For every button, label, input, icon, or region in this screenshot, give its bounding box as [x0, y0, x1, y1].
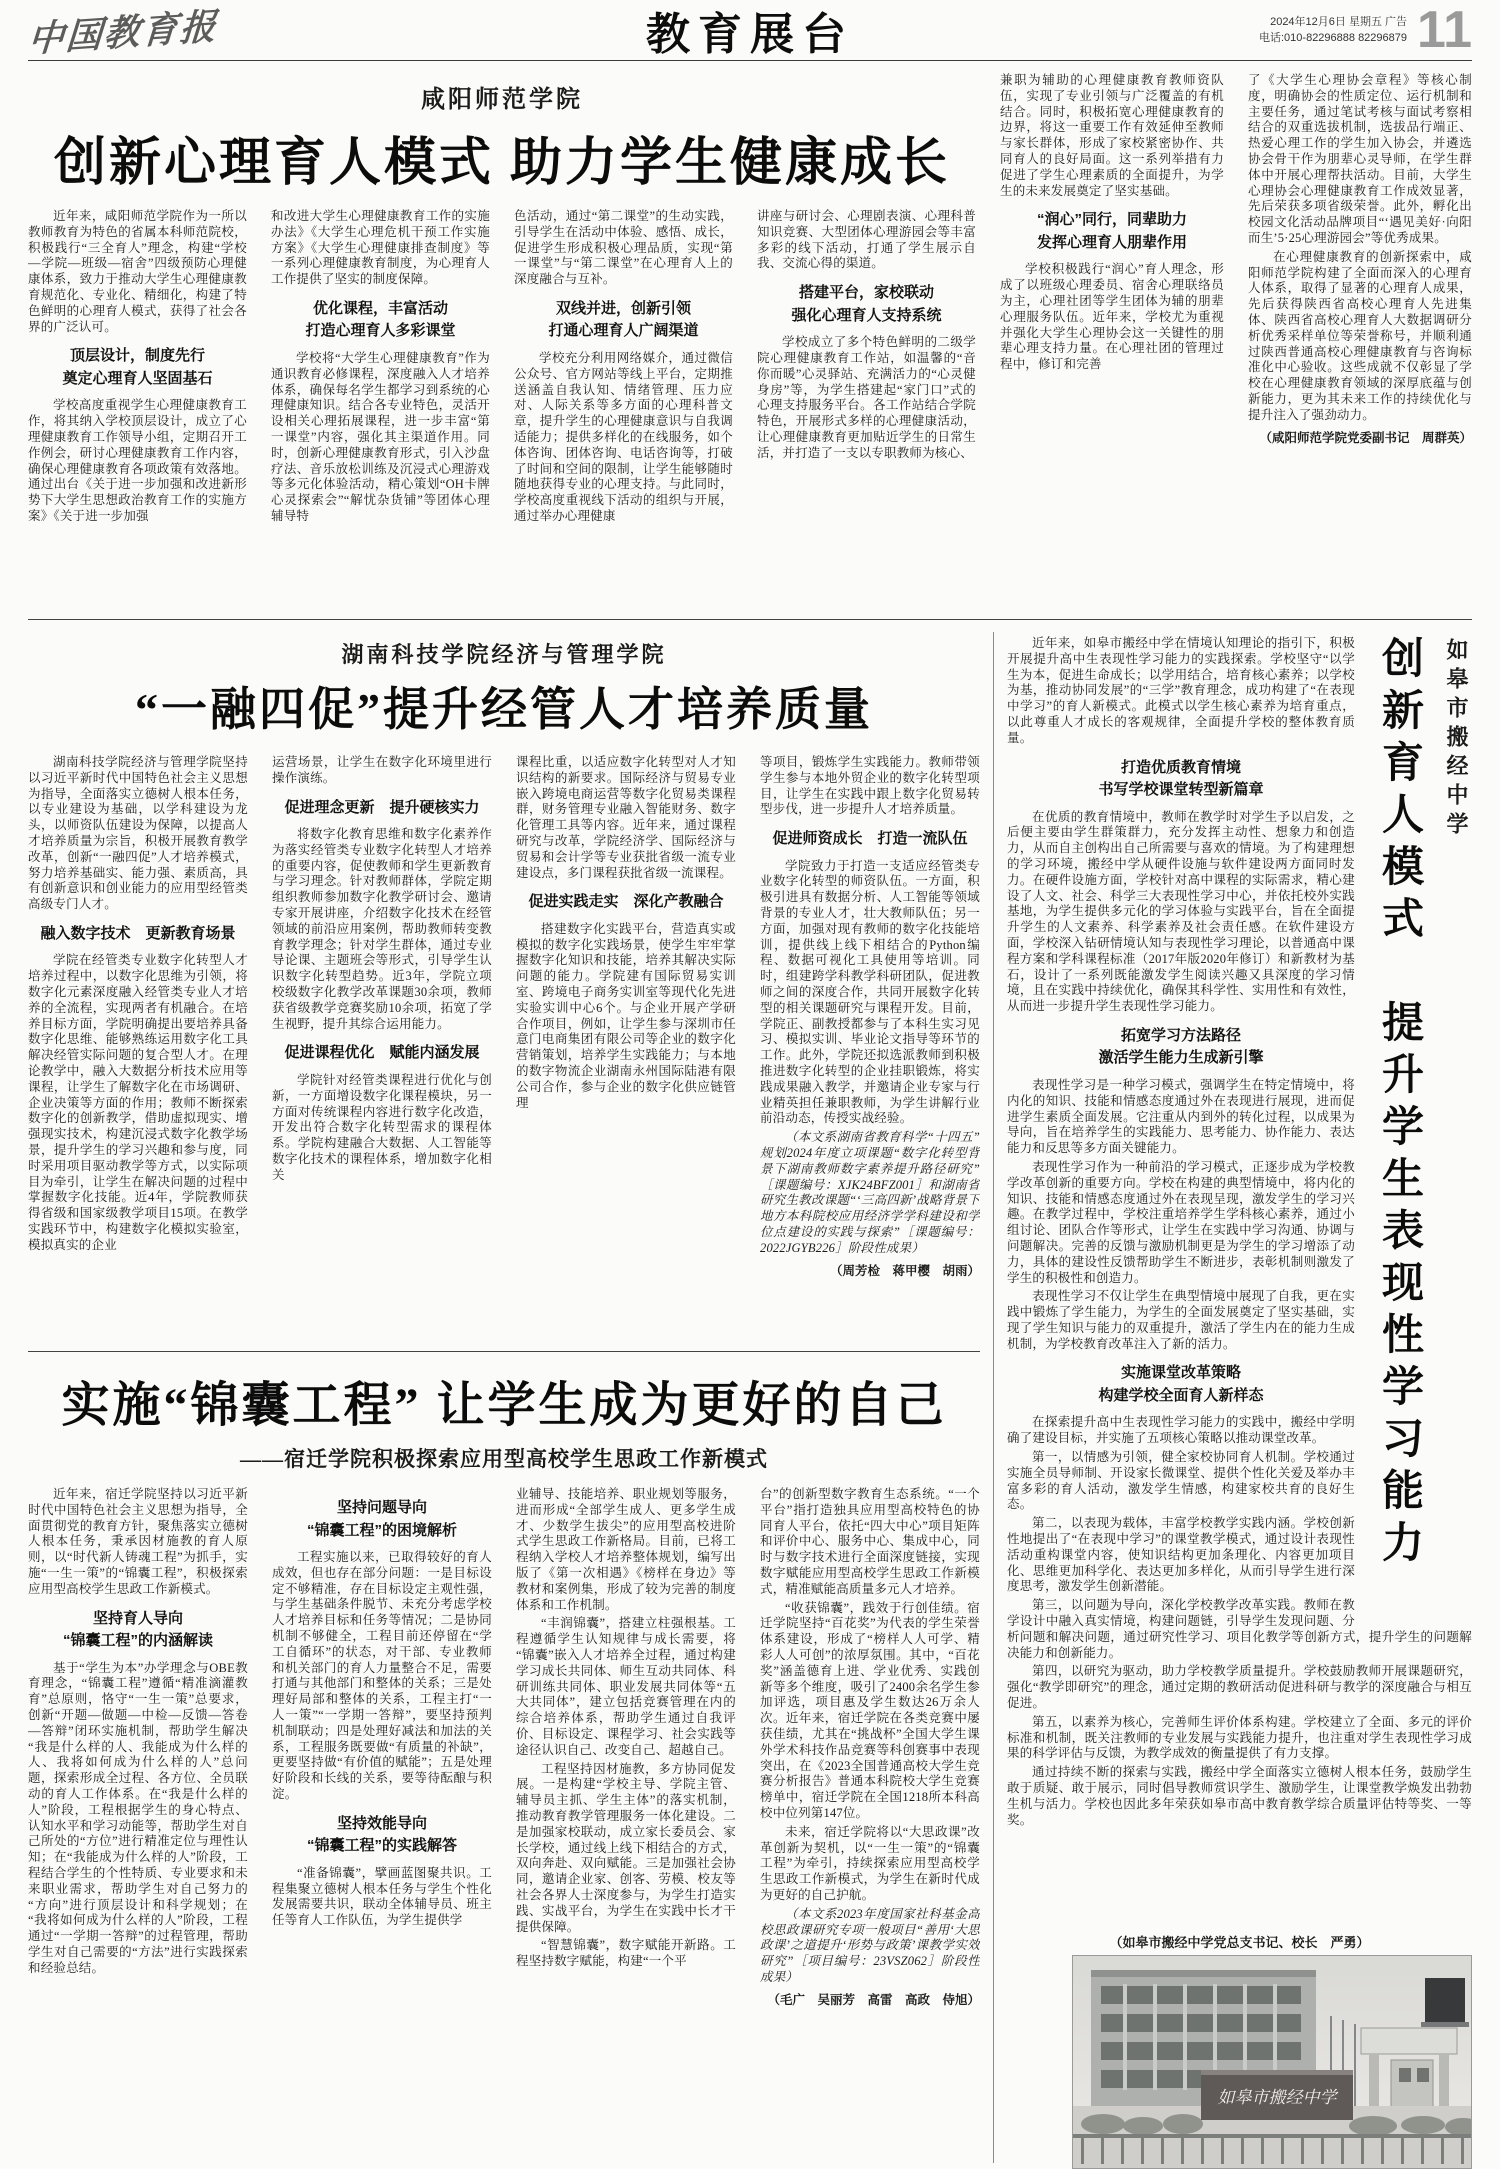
paragraph: 学校成立了多个特色鲜明的二级学院心理健康教育工作站，如温馨的“音你而暖”心灵驿站、充满活力的“心灵健身房”等，为学生搭建起“家门口”式的心理支持服务平台。各工作站结合学院特色，开展形式多样的心理健康活动，让心理健康教育更加贴近学生的日常生活，并打造了一支以专职教师为核心、 [757, 335, 976, 460]
article-rugao-body [1007, 636, 1472, 1924]
paragraph: 兼职为辅助的心理健康教育教师资队伍，实现了专业引领与广泛覆盖的有机结合。同时，积极拓宽心理健康教育的边界，将这一重要工作有效延伸至教师与家长群体，形成了家校紧密协作、共同育人的良好局面。这一系列举措有力促进了学生心理素质的全面提升，为学生的未来发展奠定了坚实基础。 [1000, 73, 1224, 198]
article-suqian-subtitle: ——宿迁学院积极探索应用型高校学生思政工作新模式 [240, 1447, 768, 1471]
paragraph: 学校将“大学生心理健康教育”作为通识教育必修课程，深度融入人才培养体系，确保每名学生都学习到系统的心理健康知识。结合各专业特色，灵活开设相关心理拓展课程，进一步丰富“第一课堂”内容，强化其主渠道作用。同时，创新心理健康教育形式，引入沙盘疗法、音乐放松训练及沉浸式心理游戏等多元化体验活动，精心策划“OH卡牌心灵探索会”“解忧杂货铺”等团体心理辅导特 [271, 350, 490, 523]
header-meta [1259, 14, 1407, 47]
paragraph: 学院致力于打造一支适应经管类专业数字化转型的师资队伍。一方面，积极引进具有数据分析、人工智能等领域背景的专业人才，壮大教师队伍；另一方面，加强对现有教师的数字化技能培训，提供线上线下相结合的Python编程、数据可视化工具使用等培训。同时，组建跨学科教学科研团队，促进教师之间的深度合作，共同开展数字化转型的相关课题研究与课程开发。目前，学院正、副教授都参与了本科生实习见习、模拟实训、毕业论文指导等环节的工作。此外，学院还拟选派教师到积极推进数字化转型的企业挂职锻炼，将实践成果融入教学，并邀请企业专家与行业精英担任兼职教师，为学生讲解行业前沿动态，传授实战经验。 [760, 858, 980, 1126]
section-subhead: “润心”同行，同辈助力 发挥心理育人朋辈作用 [1036, 211, 1187, 251]
article-column [272, 755, 492, 1341]
phone-line: 电话:010-82296888 82296879 [1259, 32, 1408, 44]
section-subhead: 双线并进，创新引领 打通心理育人广阔渠道 [548, 299, 699, 340]
date-line: 2024年12月6日 星期五 广告 [1270, 15, 1408, 28]
article-suqian-headline: 实施“锦囊工程” 让学生成为更好的自己 [61, 1379, 947, 1432]
paragraph: 在心理健康教育的创新探索中，咸阳师范学院构建了全面而深入的心理育人体系，取得了显著的心理育人成果，先后获得陕西省高校心理育人先进集体、陕西省高校心理育人大数据调研分析优秀采样单位等荣誉称号，并顺利通过陕西普通高校心理健康教育与咨询标准化中心验收。这些成就不仅彰显了学校在心理健康教育领域的深厚底蕴与创新能力，更为其未来工作的持续优化与提升注入了强劲动力。 [1248, 249, 1472, 422]
paragraph: 了《大学生心理协会章程》等核心制度，明确协会的性质定位、运行机制和主要任务，通过笔试考核与面试考察相结合的双重选拔机制，选拔品行端正、热爱心理工作的学生加入协会，并遴选协会骨干作为朋辈心灵导师，在学生群体中开展心理帮扶活动。目前，大学生心理协会心理健康教育工作成效显著，先后荣获多项省级荣誉。此外，孵化出校园文化活动品牌项目“‘遇见美好·向阳而生’5·25心理游园会”等优秀成果。 [1248, 73, 1472, 245]
section-divider [28, 1351, 980, 1352]
section-subhead: 坚持问题导向 “锦囊工程”的困境解析 [306, 1499, 457, 1539]
fund-note: （本文系湖南省教育科学“十四五”规划2024年度立项课题“数字化转型背景下湖南教师数字素养提升路径研究”［课题编号：XJK24BFZ001］和湖南省研究生教改课题“‘三高四新’战略背景下地方本科院校应用经济学学科建设和学位点建设的实践与探索”［课题编号：2022JGYB226］阶段性成果） [760, 1130, 980, 1255]
paragraph: 学校高度重视学生心理健康教育工作，将其纳入学校顶层设计，成立了心理健康教育工作领导小组，定期召开工作例会，研讨心理健康教育工作内容，确保心理健康教育各项政策有效落地。通过出台《关于进一步加强和改进新形势下大学生思想政治教育工作的实施方案》《关于进一步加强 [28, 398, 247, 523]
article-hunan-columns [28, 755, 980, 1341]
photo-caption: （如皋市搬经中学党总支书记、校长 严勇） [1109, 1935, 1370, 1950]
paragraph: “丰润锦囊”，搭建立柱强根基。工程遵循学生认知规律与成长需要，将“锦囊”嵌入人才培养全过程，通过构建学习成长共同体、师生互动共同体、科研训练共同体、职业发展共同体等“五大共同体”，建立包括竞赛管理在内的综合培养体系，帮助学生通过自我评价、目标设定、课程学习、社会实践等途径认识自己、改变自己、超越自己。 [516, 1616, 736, 1757]
section-subhead: 坚持育人导向 “锦囊工程”的内涵解读 [62, 1609, 213, 1650]
paragraph: 工程实施以来，已取得较好的育人成效，但也存在部分问题：一是目标设定不够精准，存在目标设定主观性强，与学生基础条件脱节、未充分考虑学校人才培养目标和任务等情况；二是协同机制不够健全，工程目前还停留在“学工自循环”的状态，对干部、专业教师和机关部门的育人力量整合不足，需要打通与其他部门和整体的关系；三是处理好局部和整体的关系，工程主打“一人一策”“一学期一答辩”，要坚持预判机制联动；四是处理好减法和加法的关系，工程服务既要做“有质量的补缺”，更要坚持做“有价值的赋能”；五是处理好阶段和长线的关系，要等待酝酿与积淀。 [272, 1550, 492, 1801]
article-xianyang-headline: 创新心理育人模式 助力学生健康成长 [53, 135, 950, 192]
paragraph: 台”的创新型数字教育生态系统。“一个平台”指打造独具应用型高校特色的协同育人平台，依托“四大中心”项目矩阵和评价中心、服务中心、集成中心，同时与数字技术进行全面深度链接，实现数字赋能应用型高校学生思政工作新模式，精准赋能高质量多元人才培养。 [760, 1487, 980, 1596]
paragraph: 第五，以素养为核心，完善师生评价体系构建。学校建立了全面、多元的评价标准和机制，既关注教师的专业发展与实践能力提升，也注重对学生表现性学习成果的科学评估与反馈，为教学成效的衡量提供了有力支撑。 [1007, 1714, 1472, 1761]
campus-photo [1072, 1955, 1472, 2169]
section-subhead: 促进师资成长 打造一流队伍 [772, 830, 968, 848]
paragraph: 讲座与研讨会、心理剧表演、心理科普知识竞赛、大型团体心理游园会等丰富多彩的线下活动，打通了学生展示自我、交流心得的渠道。 [757, 209, 976, 271]
paragraph: 未来，宿迁学院将以“大思政课”改革创新为契机，以“一生一策”的“锦囊工程”为牵引，持续探索应用型高校学生思政工作新模式，为学生在新时代成为更好的自己护航。 [760, 1824, 980, 1902]
paragraph: 和改进大学生心理健康教育工作的实施办法》《大学生心理危机干预工作实施方案》《大学生心理健康排查制度》等一系列心理健康教育制度，为心理育人工作提供了坚实的制度保障。 [271, 209, 490, 287]
paragraph: 在优质的教育情境中，教师在教学时对学生予以启发，之后便主要由学生群策群力，充分发挥主动性、想象力和创造力，从而自主创构出自己所需要与喜欢的情境。为了构建理想的学习环境，搬经中学从硬件设施与软件建设两方面同时发力。在硬件设施方面，学校针对高中课程的实际需求，精心建设了人文、社会、科学三大表现性学习中心，并依托校外实践基地，为学生提供多元化的学习体验与实践平台，旨在全面提升学生的人文素养、科学素养及社会责任感。在软件建设方面，学校深入钻研情境认知与表现性学习理论，以普通高中课程方案和学科课程标准（2017年版2020年修订）和新教材为基石，设计了一系列既能激发学生阅读兴趣又具深度的学习情境，且在实践中持续优化，确保其科学性、实用性和有效性，从而进一步提升学生表现性学习能力。 [1007, 809, 1355, 1014]
section-subhead: 促进理念更新 提升硬核实力 [284, 798, 480, 816]
byline: （咸阳师范学院党委副书记 周群英） [1259, 430, 1472, 445]
paragraph: 表现性学习作为一种前沿的学习模式，正逐步成为学校教学改革创新的重要方向。学校在构建的典型情境中，将内化的知识、技能和情感态度通过外在表现呈现，激发学生的学习兴趣。在教学过程中，学校注重培养学生学科核心素养，通过小组讨论、团队合作等形式，让学生在实践中学习沟通、协调与问题解决。完善的反馈与激励机制更是为学生的学习增添了动力，具体的建设性反馈帮助学生不断进步，表彰机制则激发了学生的积极性和创造力。 [1007, 1159, 1355, 1285]
article-rugao-vertical-headline [1355, 636, 1472, 1624]
paragraph: 近年来，宿迁学院坚持以习近平新时代中国特色社会主义思想为指导，全面贯彻党的教育方针，聚焦落实立德树人根本任务，秉承因材施教的育人原则，以“时代新人铸魂工程”为抓手，实施“一生一策”的“锦囊工程”，积极探索应用型高校学生思政工作新模式。 [28, 1487, 248, 1596]
article-column [28, 755, 248, 1341]
byline: （毛广 吴丽芳 高雷 高政 侍旭） [767, 1992, 980, 2007]
section-subhead: 顶层设计，制度先行 奠定心理育人坚固基石 [62, 347, 213, 387]
paragraph: 学校充分利用网络媒介，通过微信公众号、官方网站等线上平台，定期推送涵盖自我认知、情绪管理、压力应对、人际关系等多方面的心理科普文章，提升学生的心理健康意识与自我调适能力；提供多样化的在线服务，如个体咨询、团体咨询、电话咨询等，打破了时间和空间的限制，让学生能够随时随地获得专业的心理支持。与此同时，学校高度重视线下活动的组织与开展，通过举办心理健康 [514, 350, 733, 523]
article-xianyang-kicker: 咸阳师范学院 [421, 87, 583, 113]
page-number: 11 [1417, 1, 1472, 59]
header-meta-group [1259, 1, 1472, 59]
section-divider [28, 619, 1472, 620]
article-column [516, 1487, 736, 2169]
page-header [28, 0, 1472, 61]
article-hunan-headline: “一融四促”提升经管人才培养质量 [135, 684, 873, 735]
article-suqian [28, 1366, 980, 2169]
article-rugao-kicker: 如皋市搬经中学 [1444, 638, 1469, 841]
article-column [1000, 73, 1224, 593]
section-subhead: 实施课堂改革策略 构建学校全面育人新样态 [1098, 1364, 1264, 1404]
article-suqian-columns [28, 1487, 980, 2169]
section-subhead: 优化课程，丰富活动 打造心理育人多彩课堂 [305, 299, 456, 340]
article-column [760, 1487, 980, 2169]
paragraph: 第四，以研究为驱动，助力学校教学质量提升。学校鼓励教师开展课题研究，强化“教学即研究”的理念，通过定期的教研活动促进科研与教学的深度融合与相互促进。 [1007, 1664, 1472, 1711]
paragraph: “准备锦囊”，擘画蓝图聚共识。工程集聚立德树人根本任务与学生个性化发展需要共识，联动全体辅导员、班主任等育人工作队伍，为学生提供学 [272, 1865, 492, 1928]
paragraph: 业辅导、技能培养、职业规划等服务，进而形成“全部学生成人、更多学生成才、少数学生拔尖”的应用型高校进阶式学生思政工作新格局。目前，已将工程纳入学校人才培养整体规划，编写出版了《第一次相遇》《榜样在身边》等教材和案例集，形成了较为完善的制度体系和工作机制。 [516, 1487, 736, 1612]
paragraph: 工程坚持因材施教，多方协同促发展。一是构建“学校主导、学院主管、辅导员主抓、学生主体”的落实机制，推动教育教学管理服务一体化建设。二是加强家校联动，成立家长委员会、家长学校，通过线上线下相结合的方式，双向奔赴、双向赋能。三是加强社会协同，邀请企业家、创客、劳模、校友等社会各界人士深度参与，为学生打造实践、实战平台，为学生在实践中长才干提供保障。 [516, 1761, 736, 1934]
section-subhead: 融入数字技术 更新教育场景 [40, 924, 236, 942]
section-title: 教育展台 [646, 10, 854, 59]
article-xianyang-side-columns [1000, 69, 1472, 613]
article-xianyang-columns [28, 209, 976, 613]
paragraph: 学院针对经管类课程进行优化与创新，一方面增设数字化课程模块，另一方面对传统课程内容进行数字化改造，开发出符合数字化转型需求的课程体系。学院构建融合大数据、人工智能等数字化技术的课程体系，增加数字化相关 [272, 1072, 492, 1182]
lower-zone [28, 626, 1472, 2169]
paragraph: 学院在经管类专业数字化转型人才培养过程中，以数字化思维为引领，将数字化元素深度融入经管类专业人才培养的全流程，实现两者有机融合。在培养目标方面，学院明确提出要培养具备数字化思维、能够熟练运用数字化工具解决经管实际问题的复合型人才。在理论教学中，融入大数据分析技术应用等课程，让学生了解数字化在市场调研、企业决策等方面的作用；教师不断探索数字化的创新教学，借助虚拟现实、增强现实技术，构建沉浸式数字化教学场景，提升学生的学习兴趣和参与度，同时采用项目驱动教学等方式，以实际项目为牵引，让学生在解决问题的过程中掌握数字化技能。近4年，学院教师获得省级和国家级教学项目15项。在教学实践环节中，构建数字化模拟实验室，模拟真实的企业 [28, 953, 248, 1252]
paragraph: 第一，以情感为引领，健全家校协同育人机制。学校通过实施全员导师制、开设家长微课堂、提供个性化关爱及举办丰富多彩的育人活动，激发学生情感，构建家校共育的良好生态。 [1007, 1450, 1355, 1512]
masthead-logo: 中国教育报 [26, 5, 220, 60]
article-rugao-headline: 创新育人模式 提升学生表现性学习能力 [1376, 636, 1422, 1572]
section-subhead: 坚持效能导向 “锦囊工程”的实践解答 [306, 1814, 457, 1855]
article-rugao [1007, 626, 1472, 2169]
paragraph: 近年来，咸阳师范学院作为一所以教师教育为特色的省属本科师范院校，积极践行“三全育人”理念，构建“学校—学院—班级—宿舍”四级预防心理健康体系，致力于推动大学生心理健康教育规范化、专业化、精细化，构建了特色鲜明的心理育人模式，获得了社会各界的广泛认可。 [28, 209, 247, 334]
paragraph: 湖南科技学院经济与管理学院坚持以习近平新时代中国特色社会主义思想为指导，全面落实立德树人根本任务，以专业建设为基础，以学科建设为龙头，以师资队伍建设为保障，以提高人才培养质量为宗旨，积极开展教育教学改革，创新“一融四促”人才培养模式，努力培养基础实、能力强、素质高，具有创新意识和创业能力的应用型经管类高级专门人才。 [28, 755, 248, 912]
column-rule [993, 632, 994, 2163]
lower-right-region [1007, 626, 1472, 2169]
paragraph: 运营场景，让学生在数字化环境里进行操作演练。 [272, 755, 492, 785]
article-column [271, 209, 490, 613]
article-column [272, 1487, 492, 2169]
section-subhead: 促进课程优化 赋能内涵发展 [284, 1044, 480, 1062]
paragraph: 表现性学习不仅让学生在典型情境中展现了自我，更在实践中锻炼了学生能力，为学生的全面发展奠定了坚实基础，实现了学生知识与能力的双重提升，激活了学生内在的能力生成机制，为学校教育改革注入了新的活力。 [1007, 1289, 1355, 1351]
lower-left-region [28, 626, 980, 2169]
section-subhead: 促进实践走实 深化产教融合 [528, 893, 724, 911]
byline: （周芳检 蒋甲樱 胡雨） [829, 1263, 980, 1278]
article-column [760, 755, 980, 1341]
led-screen [1425, 1978, 1465, 2022]
paragraph: “收获锦囊”，践效于行创佳绩。宿迁学院坚持“百花奖”为代表的学生荣誉体系建设，形成了“榜样人人可学、精彩人人可创”的浓厚氛围。其中，“百花奖”涵盖德育上进、学业优秀、实践创新等多个维度，吸引了2400余名学生参加评选，项目惠及学生数达26万余人次。近年来，宿迁学院在各类竞赛中屡获佳绩，尤其在“挑战杯”全国大学生课外学术科技作品竞赛等科创赛事中表现突出，在《2023全国普通高校大学生竞赛分析报告》普通本科院校大学生竞赛榜单中，宿迁学院在全国1218所本科高校中位列第147位。 [760, 1600, 980, 1820]
paragraph: 等项目，锻炼学生实践能力。教师带领学生参与本地外贸企业的数字化转型项目，让学生在实践中跟上数字化贸易转型步伐，进一步提升人才培养质量。 [760, 755, 980, 817]
paragraph: 近年来，如皋市搬经中学在情境认知理论的指引下，积极开展提升高中生表现性学习能力的实践探索。学校坚守“以学生为本，促进生命成长；以学用结合，培育核心素养；以学校为基，推动协同发展”的“三学”教育理念，成功构建了“在表现中学习”的育人新模式。此模式以学生核心素养为培育重点，以此尊重人才成长的客观规律，全面提升学校的整体教育质量。 [1007, 636, 1355, 745]
article-column [516, 755, 736, 1341]
article-xianyang-main [28, 69, 976, 613]
paragraph: 搭建数字化实践平台，营造真实或模拟的数字化实践场景，使学生牢牢掌握数字化知识和技能，培养其解决实际问题的能力。学院建有国际贸易实训室、跨境电子商务实训室等现代化先进实验实训中心6个。与企业开展产学研合作项目，例如，让学生参与深圳市任意门电商集团有限公司等企业的数字化营销策划，培养学生实践能力；与本地的数字物流企业湖南永州国际陆港有限公司合作，参与企业的数字化供应链管理 [516, 921, 736, 1110]
paragraph: 色活动，通过“第二课堂”的生动实践，引导学生在活动中体验、感悟、成长，促进学生形成积极心理品质，实现“第一课堂”与“第二课堂”在心理育人上的深度融合与互补。 [514, 209, 733, 287]
section-subhead: 搭建平台，家校联动 强化心理育人支持系统 [791, 284, 942, 324]
article-hunan [28, 626, 980, 1341]
article-xianyang [28, 69, 1472, 613]
section-subhead: 拓宽学习方法路径 激活学生能力生成新引擎 [1098, 1026, 1264, 1067]
paragraph: 将数字化教育思维和数字化素养作为落实经管类专业数字化转型人才培养的重要内容，促使教师和学生更新教育与学习理念。针对教师群体，学院定期组织教师参加数字化教学研讨会、邀请专家开展讲座，介绍数字化技术在经管领域的前沿应用案例，帮助教师转变教育教学理念；针对学生群体，通过专业导论课、主题班会等形式，引导学生认识数字化转型趋势。近3年，学院立项校级数字化教学改革课题30余项，教师获省级教学竞赛奖励10余项，拓宽了学生视野，提升其综合运用能力。 [272, 827, 492, 1031]
article-column [28, 209, 247, 613]
paragraph: 第二，以表现为载体，丰富学校教学实践内涵。学校创新性地提出了“在表现中学习”的课堂教学模式，通过设计表现性活动重构课堂内容，使知识结构更加条理化、内容更加项目化、思维更加科学化、表达更加多样化，从而引导学生进行深度思考，激发学生创新潜能。 [1007, 1516, 1355, 1594]
school-sign-text: 如皋市搬经中学 [1217, 2088, 1337, 2107]
paragraph: 课程比重，以适应数字化转型对人才知识结构的新要求。国际经济与贸易专业嵌入跨境电商运营等数字化贸易类课程群，财务管理专业融入智能财务、数字化管理工具等内容。近年来，通过课程研究与改革，学院经济学、国际经济与贸易和会计学等专业获批省级一流专业建设点，多门课程获批省级一流课程。 [516, 755, 736, 880]
section-subhead: 打造优质教育情境 书写学校课堂转型新篇章 [1098, 758, 1264, 799]
fund-note: （本文系2023年度国家社科基金高校思政课研究专项一般项目“善用‘大思政课’之道提升‘形势与政策’课教学实效研究”［项目编号：23VSZ062］阶段性成果） [760, 1906, 980, 1984]
paragraph: 基于“学生为本”办学理念与OBE教育理念，“锦囊工程”遵循“精准滴灌教育”总原则，恪守“一生一策”总要求，创新“开题—做题—中检—反馈—答卷—答辩”闭环实施机制，帮助学生解决“我是什么样的人、我能成为什么样的人、我将如何成为什么样的人”总问题，探索形成全过程、各方位、全员联动的育人工作体系。在“我是什么样的人”阶段，工程根据学生的身心特点、认知水平和学习动能等，帮助学生对自己所处的“方位”进行精准定位与理性认知；在“我能成为什么样的人”阶段，工程结合学生的个性特质、专业要求和未来职业需求，帮助学生对自己努力的“方向”进行顶层设计和科学规划；在“我将如何成为什么样的人”阶段，工程通过“一学期一答辩”的过程管理，帮助学生对自己需要的“方法”进行实践探索和经验总结。 [28, 1660, 248, 1975]
article-hunan-kicker: 湖南科技学院经济与管理学院 [341, 642, 667, 667]
article-column [757, 209, 976, 613]
article-column [28, 1487, 248, 2169]
paragraph: 表现性学习是一种学习模式，强调学生在特定情境中，将内化的知识、技能和情感态度通过外在表现进行展现，进而促进学生素质全面发展。它注重从内到外的转化过程，以成果为导向，旨在培养学生的实践能力、思考能力、协作能力、表达能力和反思等多方面关键能力。 [1007, 1077, 1355, 1156]
article-column [514, 209, 733, 613]
article-column [1248, 73, 1472, 593]
paragraph: 第三，以问题为导向，深化学校教学改革实践。教师在教学设计中融入真实情境，构建问题链，引导学生发现问题、分析问题和解决问题，通过研究性学习、项目化教学等创新方式，提升学生的问题解决能力和创新能力。 [1007, 1598, 1472, 1660]
paragraph: 在探索提升高中生表现性学习能力的实践中，搬经中学明确了建设目标，并实施了五项核心策略以推动课堂改革。 [1007, 1415, 1355, 1446]
article-xianyang-columns-right [1000, 73, 1472, 593]
paragraph: 学校积极践行“润心”育人理念，形成了以班级心理委员、宿舍心理联络员为主，心理社团等学生团体为辅的朋辈心理服务队伍。近年来，学校尤为重视并强化大学生心理协会这一关键性的朋辈心理支持力量。在心理社团的管理过程中，修订和完善 [1000, 262, 1224, 372]
paragraph: “智慧锦囊”，数字赋能开新路。工程坚持数字赋能，构建“一个平 [516, 1938, 736, 1969]
paragraph: 通过持续不断的探索与实践，搬经中学全面落实立德树人根本任务，鼓励学生敢于质疑、敢于展示，同时倡导教师赏识学生、激励学生，让课堂教学焕发出勃勃生机与活力。学校也因此多年荣获如皋市高中教育教学综合质量评估特等奖、一等奖。 [1007, 1765, 1472, 1827]
